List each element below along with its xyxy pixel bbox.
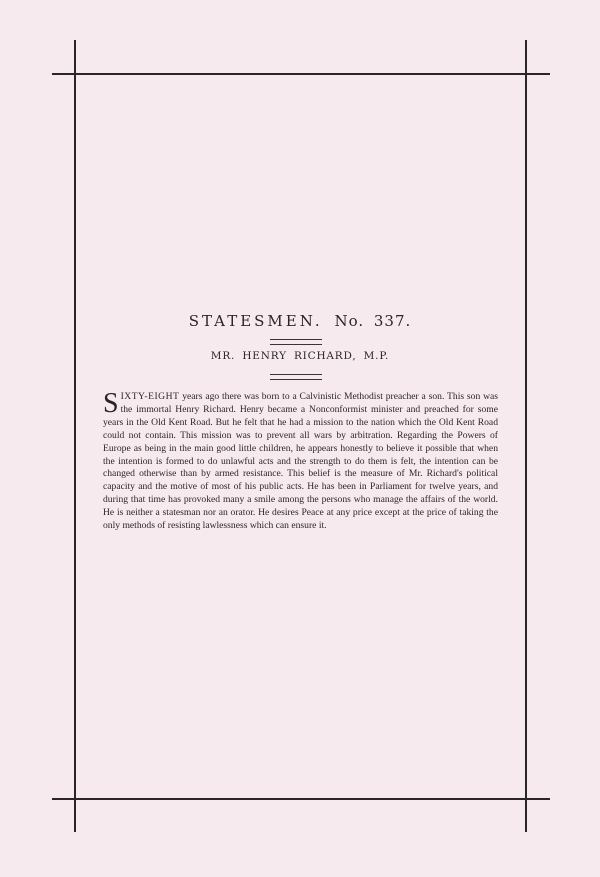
border-rule-top [52,73,550,75]
page-title [75,312,525,330]
border-rule-left [74,40,76,832]
title-word: STATESMEN. [188,312,323,330]
title-number: No. 337. [334,312,412,330]
body-text: years ago there was born to a Calvinistic Methodist preacher a son. This son was the immortal Henry Richard. Henry became a Nonconformist minister and preached for some years in the Old Kent Road. But he felt that he had a mission to the nation which the Old Kent Road could not contain. This mission was to prevent all wars by arbitration. Regarding the Powers of Europe as being in the main good little children, he appears honestly to believe it possible that when the intention is formed to do unlawful acts and the strength to do them is felt, the intention can be changed otherwise than by armed resistance. This belief is the measure of Mr. Richard's political capacity and the motive of most of his public acts. He has been in Parliament for twelve years, and during that time has provoked many a smile among the persons who manage the affairs of the world. He is neither a statesman nor an orator. He desires Peace at any price except at the price of taking the only methods of resisting lawlessness which can ensure it. [103,391,498,532]
border-rule-bottom [52,798,550,800]
subtitle: MR. HENRY RICHARD, M.P. [210,350,390,362]
border-rule-right [525,40,527,832]
ornament-rule-lower [270,374,322,380]
ornament-rule-upper [270,339,322,345]
lead-word: IXTY-EIGHT [120,391,180,402]
body-paragraph [103,388,498,533]
drop-cap: S [103,388,119,419]
